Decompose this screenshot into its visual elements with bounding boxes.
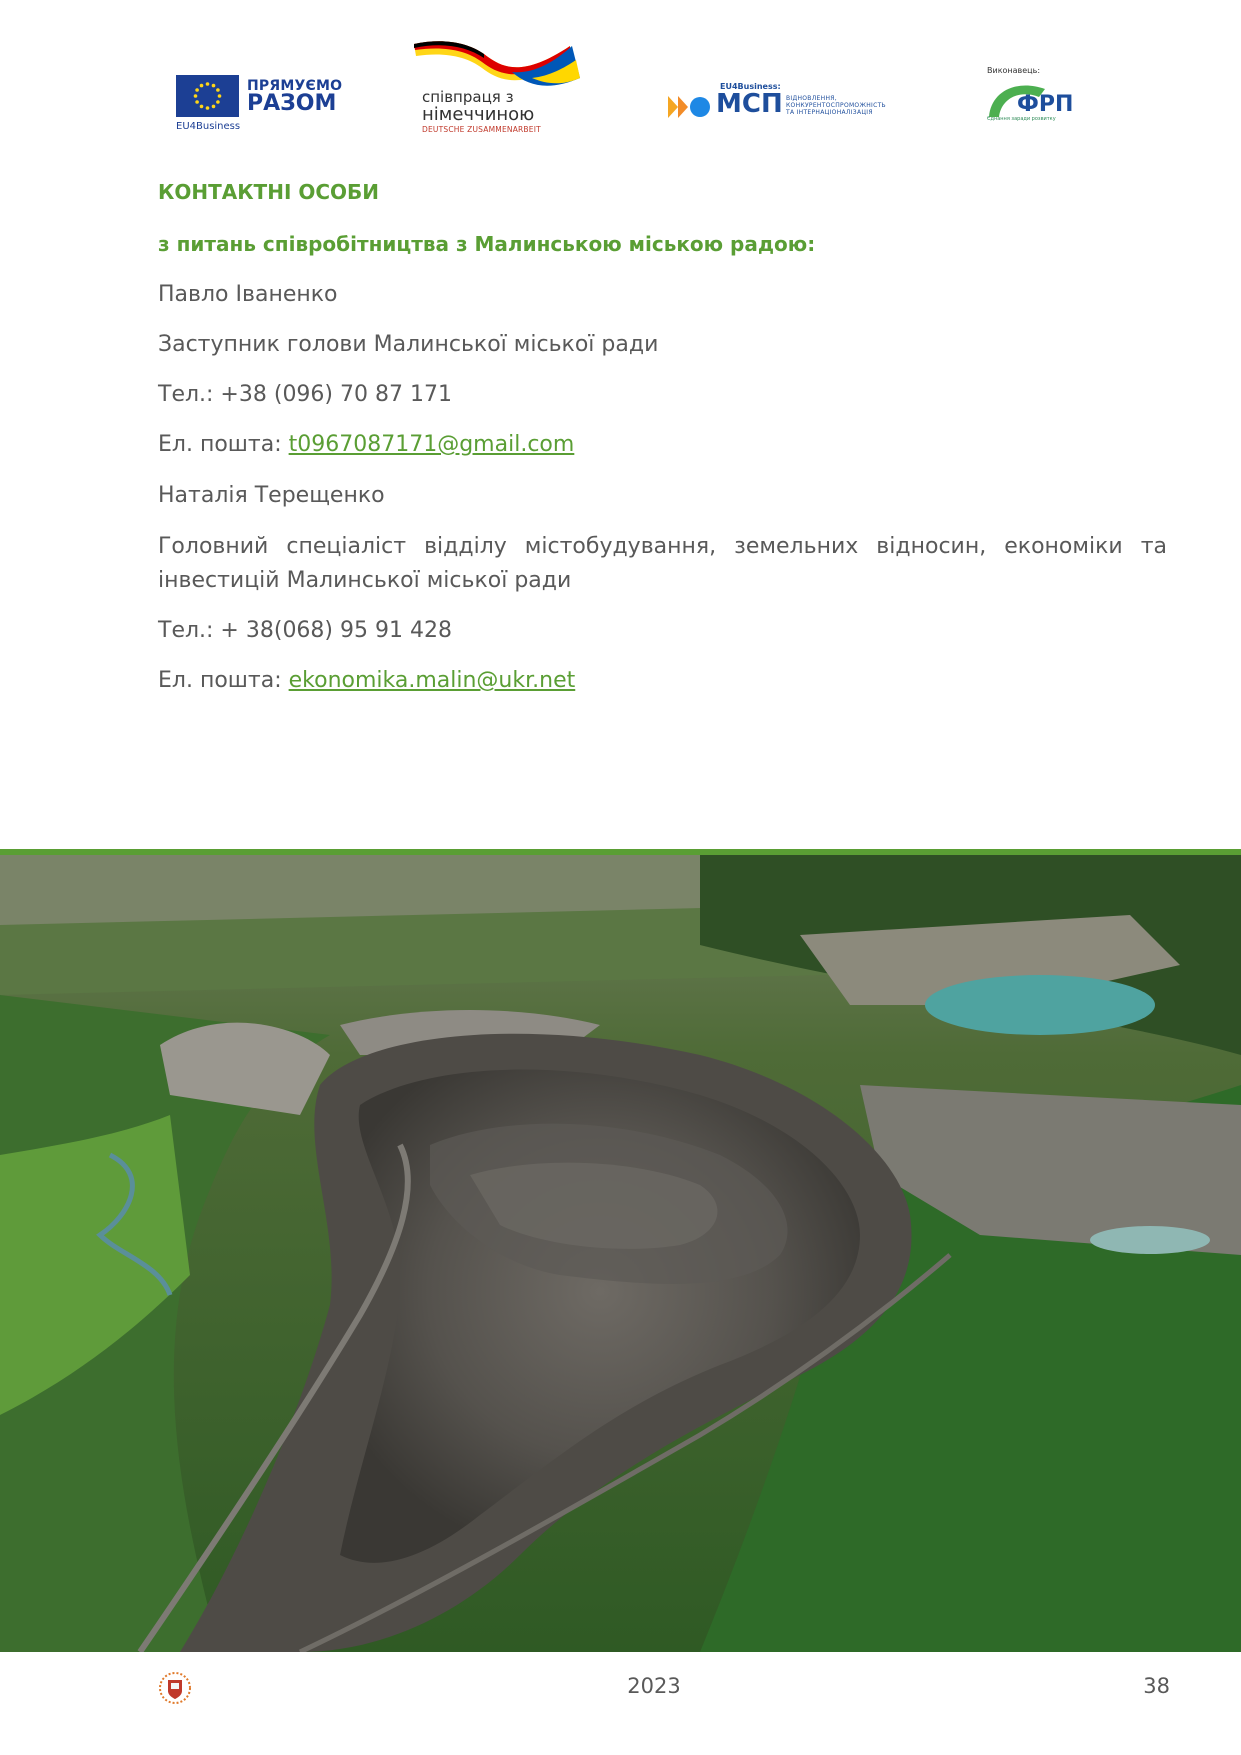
eu-logo-caption: EU4Business: [176, 121, 241, 132]
page-title: КОНТАКТНІ ОСОБИ: [158, 180, 380, 204]
msp-subtitle-line1: ВІДНОВЛЕННЯ,: [786, 95, 837, 102]
arrow-marks-icon: [668, 92, 716, 122]
germany-cooperation-logo: [412, 38, 582, 138]
contact2-position: Головний спеціаліст відділу містобудування, земельних відносин, економіки та інвестицій Малинської міської ради: [158, 534, 1167, 593]
frp-logo-top: Виконавець:: [987, 66, 1041, 75]
contact1-email-row: [158, 432, 1167, 457]
contact1-phone: Тел.: +38 (096) 70 87 171: [158, 382, 452, 407]
eu-flag-icon: [176, 75, 239, 117]
msp-subtitle-line3: ТА ІНТЕРНАЦІОНАЛІЗАЦІЯ: [786, 109, 873, 116]
city-emblem-icon: [158, 1671, 192, 1705]
contact1-name: Павло Іваненко: [158, 282, 338, 307]
eu4business-msp-logo: [668, 80, 908, 125]
germany-logo-line2: німеччиною: [422, 104, 535, 125]
frp-logo-bottom: Єднання заради розвитку: [987, 116, 1056, 122]
germany-logo-line3: DEUTSCHE ZUSAMMENARBEIT: [422, 125, 541, 134]
contact1-email-label: Ел. пошта:: [158, 432, 289, 457]
frp-logo: [985, 65, 1085, 127]
contact2-phone: Тел.: + 38(068) 95 91 428: [158, 618, 452, 643]
footer-year: 2023: [627, 1674, 681, 1698]
msp-logo-top: EU4Business:: [720, 82, 781, 91]
flag-ribbon-icon: [412, 38, 582, 88]
quarry-aerial-photo: [0, 855, 1241, 1652]
contact1-email-link[interactable]: t0967087171@gmail.com: [288, 432, 575, 457]
page-subtitle: з питань співробітництва з Малинською міською радою:: [158, 232, 816, 256]
contact2-email-link[interactable]: ekonomika.malin@ukr.net: [288, 668, 576, 693]
msp-logo-subtitle: [786, 95, 886, 116]
eu-logo-line2: РАЗОМ: [247, 91, 337, 116]
contact2-email-row: [158, 668, 1167, 693]
msp-subtitle-line2: КОНКУРЕНТОСПРОМОЖНІСТЬ: [786, 102, 886, 109]
page-number: 38: [1143, 1674, 1170, 1698]
frp-logo-title: ФРП: [1017, 92, 1074, 117]
eu4business-logo: [176, 75, 343, 135]
contact2-name: Наталія Терещенко: [158, 483, 385, 508]
contact2-email-label: Ел. пошта:: [158, 668, 289, 693]
contact1-position: Заступник голови Малинської міської ради: [158, 332, 659, 357]
msp-logo-title: МСП: [716, 89, 783, 119]
germany-logo-line1: співпраця з: [422, 88, 514, 106]
eu-logo-line1: ПРЯМУЄМО: [247, 78, 343, 94]
